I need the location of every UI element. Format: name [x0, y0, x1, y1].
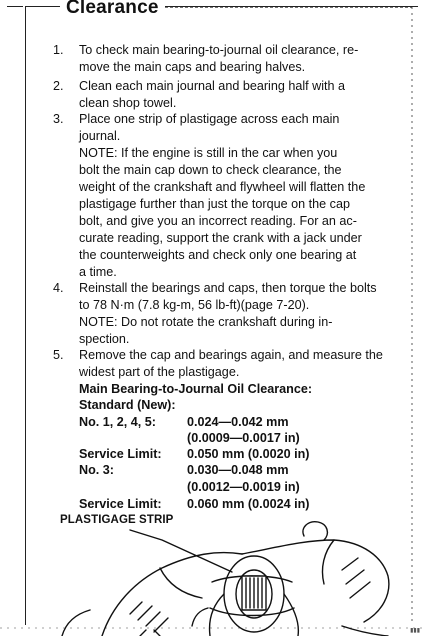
step-4-line-2: to 78 N·m (7.8 kg-m, 56 lb-ft)(page 7-20).: [79, 298, 310, 312]
spec-row-3-label: Service Limit:: [79, 447, 162, 461]
step-2-number: 2.: [53, 79, 64, 93]
step-5-text: [79, 347, 397, 381]
spec-row-4-value: 0.030—0.048 mm: [187, 463, 289, 477]
spec-row-5-value: (0.0012—0.0019 in): [187, 480, 300, 494]
step-1-text: [79, 42, 397, 76]
step-4-number: 4.: [53, 281, 64, 295]
step-4-note-line-1: NOTE: Do not rotate the crankshaft during in-: [79, 315, 333, 329]
step-3-line-2: journal.: [79, 129, 121, 143]
figure-label: PLASTIGAGE STRIP: [60, 514, 174, 526]
header-rule-left: [7, 6, 23, 7]
step-1-number: 1.: [53, 43, 64, 57]
step-1-line-1: To check main bearing-to-journal oil clearance, re-: [79, 43, 359, 57]
step-2-line-2: clean shop towel.: [79, 96, 177, 110]
spec-row-2-value: (0.0009—0.0017 in): [187, 431, 300, 445]
step-4-text: [79, 280, 397, 348]
step-3-note-line-2: bolt the main cap down to check clearance, the: [79, 163, 342, 177]
step-3-note-line-1: NOTE: If the engine is still in the car when you: [79, 146, 338, 160]
step-3-number: 3.: [53, 112, 64, 126]
step-1-line-2: move the main caps and bearing halves.: [79, 60, 306, 74]
step-3-note-line-8: a time.: [79, 265, 117, 279]
crankshaft-bearing-illustration: [42, 510, 424, 636]
step-3-note-line-6: curate reading, support the crank with a jack under: [79, 231, 362, 245]
step-3-text: [79, 111, 397, 281]
spec-row-6-label: Service Limit:: [79, 497, 162, 511]
step-3-line-1: Place one strip of plastigage across each main: [79, 112, 340, 126]
spec-row-3-value: 0.050 mm (0.0020 in): [187, 447, 310, 461]
step-4-note-line-2: spection.: [79, 332, 130, 346]
step-2-text: [79, 78, 397, 112]
step-5-line-2: widest part of the plastigage.: [79, 365, 240, 379]
spec-row-1-label: No. 1, 2, 4, 5:: [79, 415, 156, 429]
spec-heading: Main Bearing-to-Journal Oil Clearance:: [79, 382, 313, 396]
step-5-line-1: Remove the cap and bearings again, and measure the: [79, 348, 383, 362]
spec-row-1-value: 0.024—0.042 mm: [187, 415, 289, 429]
spec-standard-label: Standard (New):: [79, 398, 176, 412]
step-4-line-1: Reinstall the bearings and caps, then torque the bolts: [79, 281, 377, 295]
spec-row-4-label: No. 3:: [79, 463, 114, 477]
step-3-note-line-5: bolt, and give you an incorrect reading. For an ac-: [79, 214, 357, 228]
step-5-number: 5.: [53, 348, 64, 362]
section-title: Clearance: [60, 0, 165, 19]
spec-row-6-value: 0.060 mm (0.0024 in): [187, 497, 310, 511]
step-3-note-line-7: the counterweights and check only one bearing at: [79, 248, 357, 262]
step-2-line-1: Clean each main journal and bearing half with a: [79, 79, 346, 93]
step-3-note-line-4: plastigage further than just the torque on the cap: [79, 197, 350, 211]
step-3-note-line-3: weight of the crankshaft and flywheel will flatten the: [79, 180, 366, 194]
page-corner-mark: ▮▮▮: [410, 628, 420, 634]
